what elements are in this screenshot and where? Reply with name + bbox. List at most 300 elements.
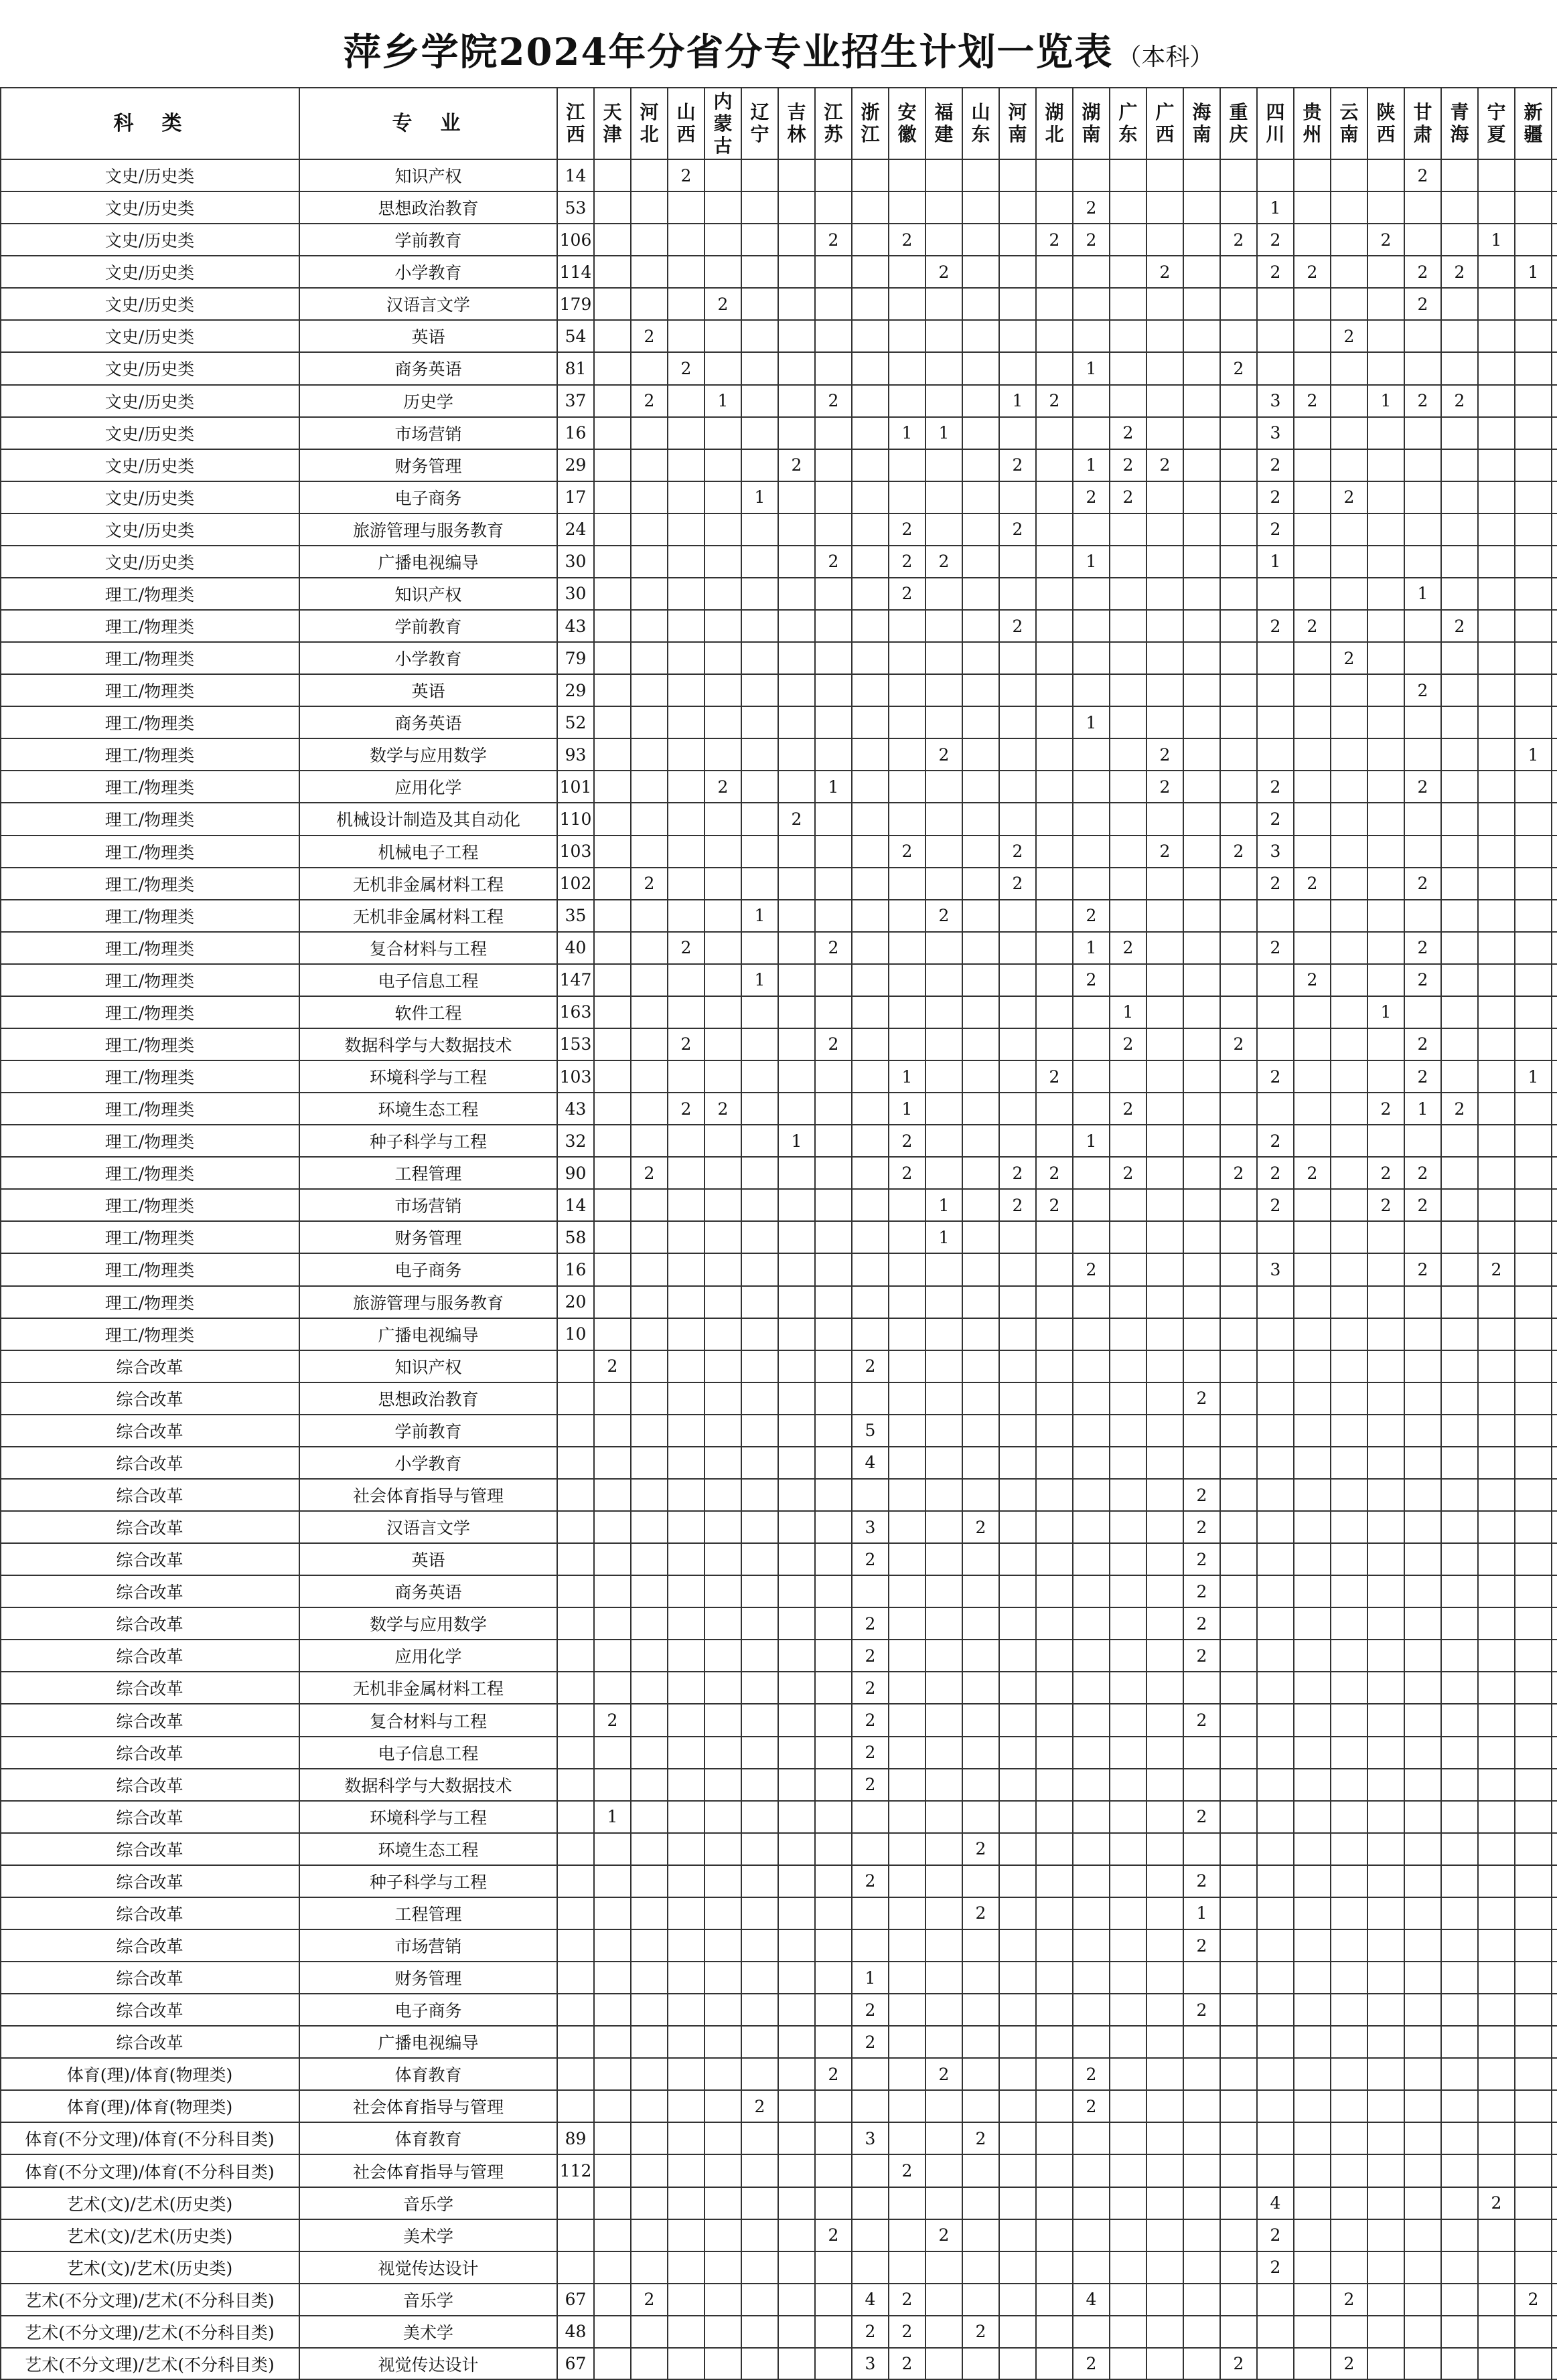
- row-major: 机械设计制造及其自动化: [336, 810, 520, 830]
- quota-value: 2: [828, 2225, 839, 2245]
- quota-value: 2: [1196, 1871, 1207, 1891]
- quota-value: 2: [1270, 809, 1281, 829]
- row-category: 综合改革: [116, 1551, 183, 1571]
- quota-value: 2: [1307, 391, 1318, 411]
- row-major: 汉语言文学: [386, 1518, 470, 1538]
- quota-value: 2: [1122, 455, 1134, 475]
- row-major: 知识产权: [394, 1357, 462, 1377]
- quota-value: 1: [865, 1968, 876, 1988]
- column-divider: [1109, 87, 1110, 2380]
- quota-value: 1: [938, 1227, 950, 1247]
- column-divider: [1477, 87, 1479, 2380]
- row-category: 文史/历史类: [104, 263, 195, 283]
- row-major: 机械电子工程: [378, 842, 479, 862]
- quota-value: 163: [559, 1002, 592, 1022]
- quota-value: 2: [1196, 1807, 1207, 1827]
- quota-value: 2: [901, 552, 913, 572]
- quota-value: 2: [717, 777, 729, 797]
- row-category: 综合改革: [116, 1486, 183, 1506]
- quota-value: 2: [1380, 1099, 1392, 1119]
- quota-value: 30: [565, 584, 587, 604]
- quota-value: 2: [1233, 358, 1244, 378]
- quota-value: 2: [1196, 1935, 1207, 1956]
- quota-value: 2: [1122, 1034, 1134, 1054]
- quota-value: 1: [1491, 230, 1502, 250]
- row-major: 思想政治教育: [378, 1389, 479, 1409]
- quota-value: 2: [1417, 262, 1428, 282]
- column-divider: [1146, 87, 1147, 2380]
- quota-value: 2: [1417, 680, 1428, 700]
- row-major: 软件工程: [394, 1003, 462, 1023]
- row-category: 理工/物理类: [104, 1164, 195, 1184]
- row-category: 文史/历史类: [104, 167, 195, 187]
- quota-value: 2: [1270, 1195, 1281, 1215]
- quota-value: 2: [1270, 777, 1281, 797]
- row-category: 综合改革: [116, 1453, 183, 1474]
- quota-value: 2: [644, 1163, 655, 1183]
- quota-value: 2: [1159, 744, 1171, 765]
- quota-value: 2: [1417, 165, 1428, 185]
- row-major: 无机非金属材料工程: [352, 906, 504, 927]
- column-divider: [1072, 87, 1073, 2380]
- quota-value: 2: [901, 2290, 913, 2310]
- row-major: 市场营销: [394, 1937, 462, 1957]
- quota-value: 2: [1343, 2354, 1355, 2374]
- quota-value: 2: [1454, 1099, 1465, 1119]
- row-category: 综合改革: [116, 1615, 183, 1635]
- quota-value: 29: [565, 680, 587, 700]
- row-category: 艺术(不分文理)/艺术(不分科目类): [25, 2322, 275, 2343]
- header-province: 重 庆: [1229, 101, 1248, 145]
- quota-value: 2: [975, 1517, 986, 1537]
- quota-value: 2: [865, 2322, 876, 2342]
- row-major: 旅游管理与服务教育: [352, 1293, 504, 1313]
- quota-value: 4: [1086, 2290, 1097, 2310]
- row-category: 艺术(文)/艺术(历史类): [66, 2226, 233, 2246]
- quota-value: 147: [559, 970, 592, 990]
- quota-value: 1: [1086, 938, 1097, 958]
- row-major: 工程管理: [394, 1164, 462, 1184]
- header-province: 陕 西: [1376, 101, 1396, 145]
- row-category: 综合改革: [116, 1583, 183, 1603]
- quota-value: 1: [1086, 552, 1097, 572]
- quota-value: 2: [644, 874, 655, 894]
- row-major: 环境科学与工程: [369, 1068, 487, 1088]
- quota-value: 2: [1122, 938, 1134, 958]
- quota-value: 1: [1528, 1066, 1539, 1087]
- quota-value: 2: [901, 520, 913, 540]
- quota-value: 2: [865, 1711, 876, 1730]
- quota-value: 2: [901, 2354, 913, 2374]
- quota-value: 2: [901, 842, 913, 862]
- row-major: 美术学: [402, 2322, 453, 2343]
- quota-value: 2: [1122, 1099, 1134, 1119]
- quota-value: 2: [1307, 262, 1318, 282]
- quota-value: 2: [1233, 230, 1244, 250]
- quota-value: 1: [1086, 358, 1097, 378]
- quota-value: 2: [1417, 391, 1428, 411]
- row-major: 电子信息工程: [378, 971, 479, 991]
- quota-value: 2: [901, 584, 913, 604]
- row-category: 理工/物理类: [104, 1261, 195, 1281]
- row-category: 文史/历史类: [104, 360, 195, 380]
- quota-value: 2: [1233, 2354, 1244, 2374]
- row-major: 环境生态工程: [378, 1840, 479, 1860]
- quota-value: 2: [1270, 2225, 1281, 2245]
- quota-value: 2: [644, 391, 655, 411]
- row-category: 艺术(文)/艺术(历史类): [66, 2194, 233, 2214]
- column-divider: [1440, 87, 1442, 2380]
- quota-value: 1: [1380, 391, 1392, 411]
- row-category: 理工/物理类: [104, 746, 195, 766]
- column-divider: [962, 87, 963, 2380]
- row-major: 思想政治教育: [378, 199, 479, 219]
- quota-value: 2: [754, 2096, 765, 2116]
- row-category: 综合改革: [116, 1937, 183, 1957]
- quota-value: 2: [1270, 1131, 1281, 1151]
- column-divider: [1330, 87, 1331, 2380]
- row-major: 数学与应用数学: [369, 1615, 487, 1635]
- quota-value: 2: [1417, 938, 1428, 958]
- row-major: 美术学: [402, 2226, 453, 2246]
- quota-value: 3: [1270, 1259, 1281, 1279]
- row-major: 英语: [411, 327, 445, 347]
- row-major: 无机非金属材料工程: [352, 874, 504, 894]
- quota-value: 2: [901, 1163, 913, 1183]
- quota-value: 1: [1270, 552, 1281, 572]
- quota-value: 2: [865, 2000, 876, 2020]
- row-category: 理工/物理类: [104, 1035, 195, 1055]
- row-category: 文史/历史类: [104, 199, 195, 219]
- quota-value: 35: [565, 906, 587, 926]
- quota-value: 16: [565, 423, 587, 443]
- quota-value: 79: [565, 648, 587, 668]
- quota-value: 2: [1307, 874, 1318, 894]
- quota-value: 1: [1417, 1099, 1428, 1119]
- quota-value: 2: [938, 906, 950, 926]
- quota-value: 2: [975, 1903, 986, 1923]
- row-major: 知识产权: [394, 167, 462, 187]
- row-major: 小学教育: [394, 263, 462, 283]
- row-major: 音乐学: [402, 2290, 453, 2310]
- quota-value: 2: [1086, 230, 1097, 250]
- quota-value: 2: [1122, 423, 1134, 443]
- quota-value: 2: [717, 294, 729, 314]
- quota-value: 2: [1049, 230, 1060, 250]
- row-major: 旅游管理与服务教育: [352, 520, 504, 540]
- quota-value: 2: [975, 2322, 986, 2342]
- row-category: 文史/历史类: [104, 327, 195, 347]
- quota-value: 2: [1491, 1259, 1502, 1279]
- row-category: 体育(不分文理)/体育(不分科目类): [25, 2130, 275, 2150]
- quota-value: 2: [865, 1775, 876, 1795]
- row-major: 数据科学与大数据技术: [344, 1775, 512, 1796]
- quota-value: 2: [1086, 1259, 1097, 1279]
- quota-value: 112: [559, 2161, 592, 2181]
- row-major: 工程管理: [394, 1904, 462, 1924]
- row-category: 理工/物理类: [104, 649, 195, 669]
- quota-value: 17: [565, 487, 587, 507]
- row-category: 文史/历史类: [104, 295, 195, 315]
- header-province: 辽 宁: [750, 101, 769, 145]
- quota-value: 2: [1417, 294, 1428, 314]
- row-category: 艺术(文)/艺术(历史类): [66, 2258, 233, 2278]
- quota-value: 2: [680, 165, 692, 185]
- quota-value: 40: [565, 938, 587, 958]
- quota-value: 5: [865, 1421, 876, 1441]
- quota-value: 2: [901, 1131, 913, 1151]
- quota-value: 2: [1012, 520, 1023, 540]
- quota-value: 2: [1122, 487, 1134, 507]
- header-province: 福 建: [934, 101, 954, 145]
- row-major: 广播电视编导: [378, 552, 479, 572]
- row-major: 视觉传达设计: [378, 2355, 479, 2375]
- row-category: 综合改革: [116, 1421, 183, 1441]
- row-major: 应用化学: [394, 778, 462, 798]
- row-category: 文史/历史类: [104, 456, 195, 476]
- row-major: 英语: [411, 682, 445, 702]
- quota-value: 2: [1159, 777, 1171, 797]
- header-province: 山 西: [676, 101, 696, 145]
- quota-value: 2: [975, 1839, 986, 1859]
- quota-value: 48: [565, 2322, 587, 2342]
- row-major: 商务英语: [394, 1583, 462, 1603]
- row-category: 理工/物理类: [104, 810, 195, 830]
- quota-value: 2: [1196, 1389, 1207, 1409]
- header-province: 广 东: [1118, 101, 1138, 145]
- quota-value: 153: [559, 1034, 592, 1054]
- quota-value: 1: [754, 906, 765, 926]
- header-province: 湖 南: [1082, 101, 1101, 145]
- row-category: 理工/物理类: [104, 971, 195, 991]
- quota-value: 3: [1270, 423, 1281, 443]
- quota-value: 1: [1012, 391, 1023, 411]
- quota-value: 1: [1528, 744, 1539, 765]
- quota-value: 103: [559, 842, 592, 862]
- row-major: 复合材料与工程: [369, 939, 487, 959]
- column-divider: [998, 87, 1000, 2380]
- row-category: 综合改革: [116, 1904, 183, 1924]
- header-province: 四 川: [1266, 101, 1285, 145]
- quota-value: 2: [1159, 455, 1171, 475]
- quota-value: 2: [1233, 1034, 1244, 1054]
- quota-value: 89: [565, 2128, 587, 2148]
- row-category: 综合改革: [116, 1357, 183, 1377]
- quota-value: 101: [559, 777, 592, 797]
- row-major: 环境科学与工程: [369, 1808, 487, 1828]
- header-province: 海 南: [1192, 101, 1211, 145]
- header-province: 内 蒙 古: [713, 90, 733, 157]
- row-category: 综合改革: [116, 1518, 183, 1538]
- column-divider: [925, 87, 926, 2380]
- quota-value: 20: [565, 1292, 587, 1312]
- quota-value: 2: [1012, 1195, 1023, 1215]
- quota-value: 2: [901, 2161, 913, 2181]
- column-divider: [1367, 87, 1368, 2380]
- quota-value: 2: [1343, 326, 1355, 346]
- quota-value: 2: [1233, 842, 1244, 862]
- quota-value: 1: [1086, 712, 1097, 732]
- quota-value: 1: [1417, 584, 1428, 604]
- quota-value: 2: [828, 1034, 839, 1054]
- quota-value: 3: [865, 2128, 876, 2148]
- row-category: 体育(不分文理)/体育(不分科目类): [25, 2162, 275, 2182]
- quota-value: 2: [901, 230, 913, 250]
- quota-value: 2: [901, 2322, 913, 2342]
- quota-value: 67: [565, 2354, 587, 2374]
- header-province: 天 津: [603, 101, 622, 145]
- quota-value: 2: [1233, 1163, 1244, 1183]
- row-category: 理工/物理类: [104, 1196, 195, 1216]
- quota-value: 4: [865, 2290, 876, 2310]
- column-divider: [630, 87, 632, 2380]
- quota-value: 93: [565, 744, 587, 765]
- quota-value: 2: [1122, 1163, 1134, 1183]
- row-major: 小学教育: [394, 1453, 462, 1474]
- row-category: 文史/历史类: [104, 552, 195, 572]
- quota-value: 2: [1380, 1195, 1392, 1215]
- row-category: 文史/历史类: [104, 520, 195, 540]
- quota-value: 3: [865, 1517, 876, 1537]
- quota-value: 2: [1196, 1485, 1207, 1505]
- quota-value: 2: [828, 938, 839, 958]
- quota-value: 3: [1270, 842, 1281, 862]
- row-category: 综合改革: [116, 1711, 183, 1731]
- row-category: 综合改革: [116, 2001, 183, 2021]
- quota-value: 2: [938, 552, 950, 572]
- quota-value: 30: [565, 552, 587, 572]
- row-major: 财务管理: [394, 456, 462, 476]
- quota-value: 2: [1049, 391, 1060, 411]
- row-category: 理工/物理类: [104, 617, 195, 637]
- column-divider: [741, 87, 742, 2380]
- row-category: 文史/历史类: [104, 231, 195, 251]
- column-divider: [1514, 87, 1515, 2380]
- row-major: 历史学: [402, 392, 453, 412]
- quota-value: 81: [565, 358, 587, 378]
- header-province: 安 徽: [897, 101, 917, 145]
- row-category: 理工/物理类: [104, 906, 195, 927]
- row-major: 体育教育: [394, 2065, 462, 2085]
- quota-value: 37: [565, 391, 587, 411]
- quota-value: 2: [1380, 230, 1392, 250]
- row-major: 市场营销: [394, 424, 462, 444]
- header-province: 江 西: [566, 101, 585, 145]
- row-major: 社会体育指导与管理: [352, 2162, 504, 2182]
- quota-value: 2: [938, 2225, 950, 2245]
- quota-value: 24: [565, 520, 587, 540]
- column-divider: [1256, 87, 1258, 2380]
- quota-value: 2: [1012, 842, 1023, 862]
- column-divider: [557, 87, 558, 2380]
- row-category: 理工/物理类: [104, 874, 195, 894]
- quota-value: 2: [938, 262, 950, 282]
- quota-value: 2: [865, 1613, 876, 1634]
- row-major: 电子信息工程: [378, 1743, 479, 1763]
- quota-value: 2: [975, 2128, 986, 2148]
- column-divider: [1404, 87, 1405, 2380]
- quota-value: 2: [865, 1871, 876, 1891]
- quota-value: 1: [901, 1099, 913, 1119]
- quota-value: 53: [565, 197, 587, 218]
- column-divider: [667, 87, 668, 2380]
- quota-value: 4: [865, 1453, 876, 1473]
- header-province: 甘 肃: [1413, 101, 1432, 145]
- quota-value: 2: [1196, 1549, 1207, 1569]
- quota-value: 2: [1417, 1034, 1428, 1054]
- quota-value: 2: [1196, 1517, 1207, 1537]
- row-category: 理工/物理类: [104, 1100, 195, 1120]
- quota-value: 2: [1491, 2193, 1502, 2213]
- quota-value: 2: [1270, 1066, 1281, 1087]
- header-province: 云 南: [1339, 101, 1359, 145]
- quota-value: 10: [565, 1324, 587, 1344]
- column-divider: [1183, 87, 1184, 2380]
- column-divider: [1551, 87, 1552, 2380]
- quota-value: 2: [1417, 1259, 1428, 1279]
- row-category: 综合改革: [116, 1808, 183, 1828]
- quota-value: 2: [1086, 197, 1097, 218]
- row-category: 文史/历史类: [104, 424, 195, 444]
- quota-value: 1: [607, 1807, 618, 1827]
- quota-value: 2: [1012, 874, 1023, 894]
- quota-value: 2: [1270, 2257, 1281, 2278]
- row-major: 社会体育指导与管理: [352, 2097, 504, 2118]
- quota-value: 54: [565, 326, 587, 346]
- quota-value: 2: [1196, 1581, 1207, 1601]
- row-category: 理工/物理类: [104, 1293, 195, 1313]
- quota-value: 2: [680, 358, 692, 378]
- row-category: 艺术(不分文理)/艺术(不分科目类): [25, 2355, 275, 2375]
- row-major: 电子商务: [394, 2001, 462, 2021]
- quota-value: 2: [1343, 487, 1355, 507]
- row-category: 理工/物理类: [104, 682, 195, 702]
- quota-value: 67: [565, 2290, 587, 2310]
- row-major: 商务英语: [394, 360, 462, 380]
- quota-value: 16: [565, 1259, 587, 1279]
- row-major: 社会体育指导与管理: [352, 1486, 504, 1506]
- quota-value: 2: [1159, 262, 1171, 282]
- quota-value: 2: [680, 1099, 692, 1119]
- quota-value: 2: [938, 744, 950, 765]
- quota-value: 2: [1454, 616, 1465, 636]
- quota-value: 1: [1086, 455, 1097, 475]
- title-sub: （本科）: [1117, 44, 1214, 71]
- quota-value: 2: [717, 1099, 729, 1119]
- row-major: 种子科学与工程: [369, 1872, 487, 1892]
- column-divider: [777, 87, 779, 2380]
- quota-value: 2: [1307, 1163, 1318, 1183]
- quota-value: 2: [1417, 1163, 1428, 1183]
- quota-value: 2: [1086, 970, 1097, 990]
- quota-value: 2: [1307, 616, 1318, 636]
- column-divider: [0, 87, 1, 2380]
- quota-value: 2: [938, 2064, 950, 2084]
- quota-value: 2: [1196, 1613, 1207, 1634]
- quota-value: 1: [1380, 1002, 1392, 1022]
- column-divider: [888, 87, 889, 2380]
- quota-value: 1: [901, 423, 913, 443]
- header-province: 江 苏: [824, 101, 843, 145]
- row-major: 种子科学与工程: [369, 1132, 487, 1152]
- row-major: 学前教育: [394, 617, 462, 637]
- header-province: 吉 林: [787, 101, 806, 145]
- row-category: 理工/物理类: [104, 842, 195, 862]
- quota-value: 2: [791, 809, 802, 829]
- quota-value: 2: [1196, 1646, 1207, 1666]
- quota-value: 2: [1417, 1195, 1428, 1215]
- quota-value: 2: [1417, 777, 1428, 797]
